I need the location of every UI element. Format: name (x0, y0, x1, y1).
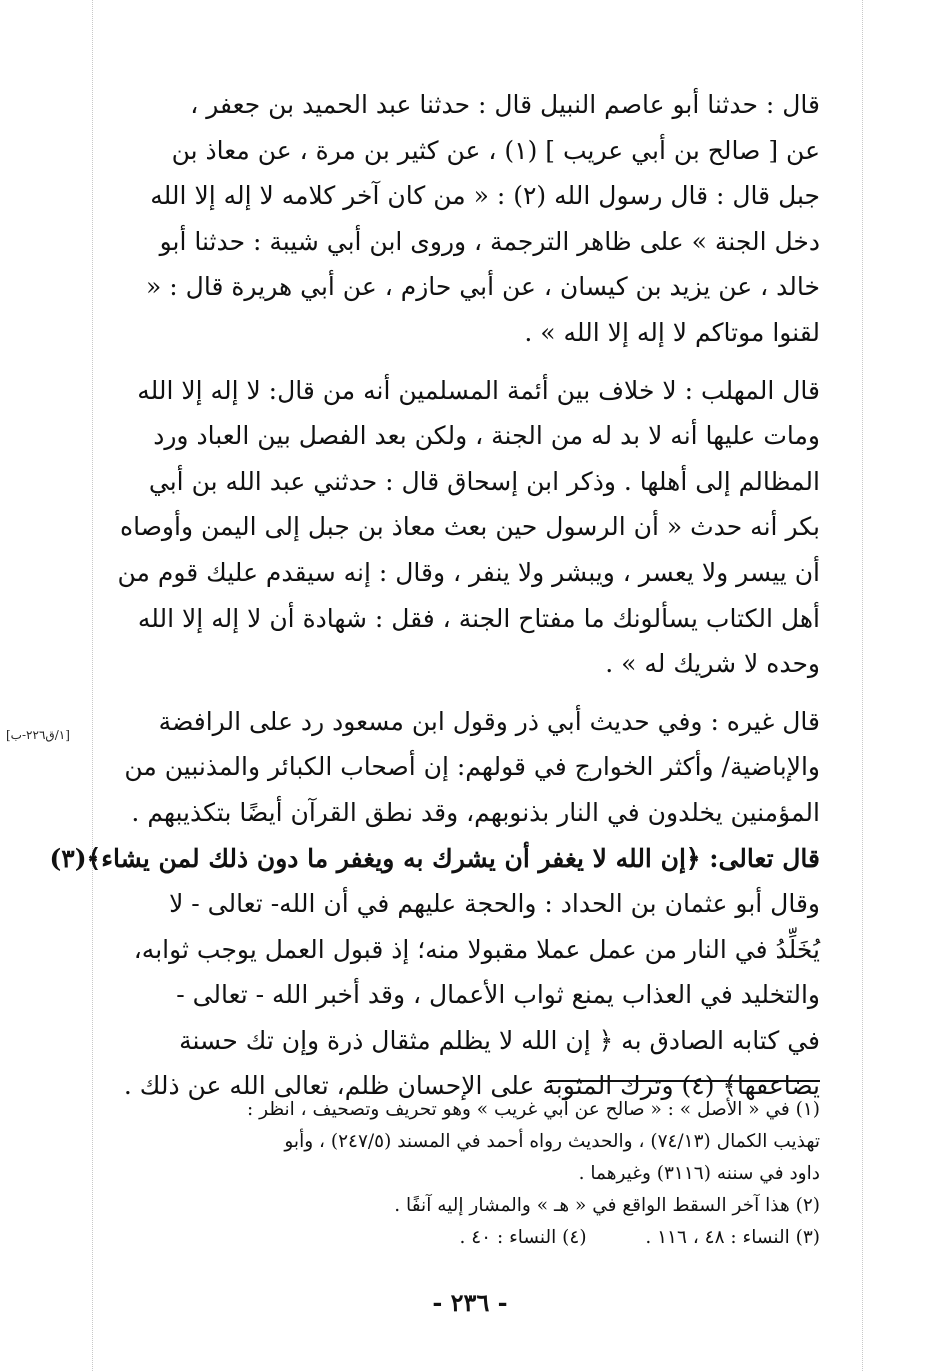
paragraph-2 (100, 368, 820, 687)
footnote-line: (٣) النساء : ٤٨ ، ١١٦ . (٤) النساء : ٤٠ . (459, 1227, 820, 1248)
text-line: جبل قال : قال رسول الله (٢) : « من كان آخر كلامه لا إله إلا الله (150, 181, 820, 211)
text-line: قال غيره : وفي حديث أبي ذر وقول ابن مسعود رد على الرافضة (158, 706, 820, 736)
text-line: أهل الكتاب يسألونك ما مفتاح الجنة ، فقل : شهادة أن لا إله إلا الله (137, 603, 820, 633)
paragraph-1 (100, 82, 820, 356)
footnotes (130, 1094, 820, 1254)
manuscript-folio-note: [١/ق٢٢٦-ب] (6, 728, 70, 742)
text-line: عن [ صالح بن أبي عريب ] (١) ، عن كثير بن مرة ، عن معاذ بن (171, 135, 820, 165)
footnote-line: تهذيب الكمال (٧٤/١٣) ، والحديث رواه أحمد في المسند (٢٤٧/٥) ، وأبو (284, 1131, 820, 1152)
footnote-separator (548, 1080, 820, 1082)
paragraph-3 (49, 699, 820, 1109)
text-line: دخل الجنة » على ظاهر الترجمة ، وروى ابن أبي شيبة : حدثنا أبو (159, 226, 820, 256)
margin-guide-left (92, 0, 93, 1371)
page-number: - ٢٣٦ - (432, 1288, 508, 1317)
text-line: يُخَلِّدُ في النار من عمل عملا مقبولا منه؛ إذ قبول العمل يوجب ثوابه، (133, 934, 820, 964)
quran-verse-line: في كتابه الصادق به ﴿ إن الله لا يظلم مثقال ذرة وإن تك حسنة (179, 1025, 820, 1055)
footnote-line: داود في سننه (٣١١٦) وغيرهما . (578, 1163, 820, 1184)
text-line: أن ييسر ولا يعسر ، ويبشر ولا ينفر ، وقال : إنه سيقدم عليك قوم من (117, 557, 820, 587)
text-line: لقنوا موتاكم لا إله إلا الله » . (524, 317, 820, 347)
text-line: والتخليد في العذاب يمنع ثواب الأعمال ، وقد أخبر الله - تعالى - (176, 980, 820, 1010)
text-line: ومات عليها أنه لا بد له من الجنة ، ولكن بعد الفصل بين العباد ورد (153, 421, 820, 451)
quran-verse-line: قال تعالى: ﴿إن الله لا يغفر أن يشرك به ويغفر ما دون ذلك لمن يشاء﴾(٣) (49, 843, 820, 873)
text-line: قال : حدثنا أبو عاصم النبيل قال : حدثنا عبد الحميد بن جعفر ، (190, 90, 820, 119)
text-line: والإباضية/ وأكثر الخوارج في قولهم: إن أصحاب الكبائر والمذنبين من (124, 752, 820, 782)
quran-verse-line: يضاعفها﴾ (٤) وترك المثوبة على الإحسان ظلم، تعالى الله عن ذلك . (123, 1071, 820, 1101)
text-line: بكر أنه حدث « أن الرسول حين بعث معاذ بن جبل إلى اليمن وأوصاه (119, 512, 820, 542)
text-line: المظالم إلى أهلها . وذكر ابن إسحاق قال : حدثني عبد الله بن أبي (148, 466, 820, 496)
text-line: وحده لا شريك له » . (605, 649, 820, 679)
text-line: وقال أبو عثمان بن الحداد : والحجة عليهم في أن الله- تعالى - لا (169, 889, 820, 919)
main-text (49, 82, 820, 1121)
text-line: خالد ، عن يزيد بن كيسان ، عن أبي حازم ، عن أبي هريرة قال : « (146, 272, 820, 302)
footnote-line: (١) في « الأصل » : « صالح عن أبي غريب » وهو تحريف وتصحيف ، انظر : (247, 1099, 820, 1120)
margin-guide-right (862, 0, 863, 1371)
text-line: المؤمنين يخلدون في النار بذنوبهم، وقد نطق القرآن أيضًا بتكذيبهم . (131, 797, 820, 827)
footnote-line: (٢) هذا آخر السقط الواقع في « هـ » والمشار إليه آنفًا . (394, 1195, 820, 1216)
text-line: قال المهلب : لا خلاف بين أئمة المسلمين أنه من قال: لا إله إلا الله (137, 375, 820, 405)
